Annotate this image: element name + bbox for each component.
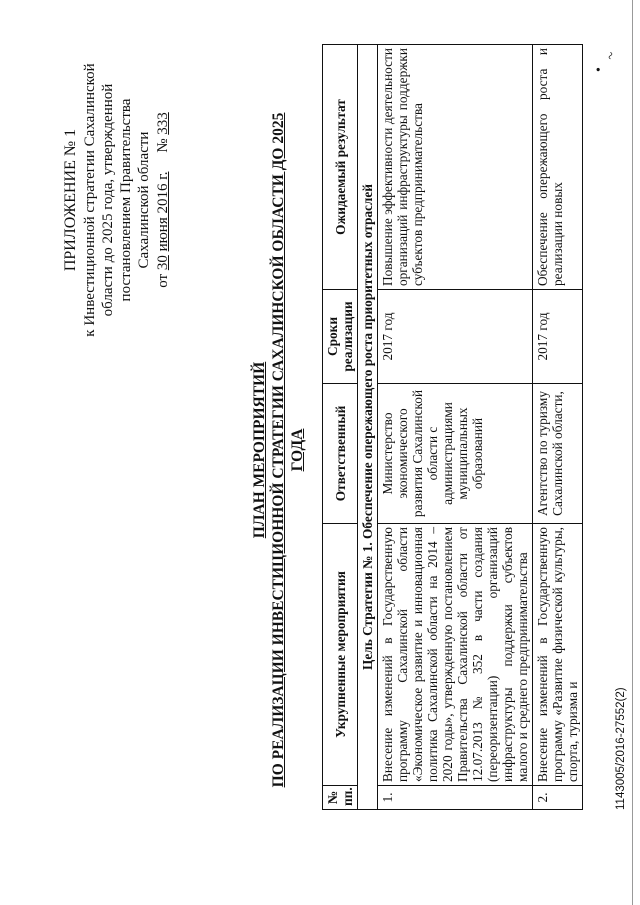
header-num: № пп. bbox=[323, 786, 358, 810]
header-result: Ожидаемый результат bbox=[323, 45, 358, 290]
page-edge-line bbox=[632, 0, 633, 905]
title-line-1: ПЛАН МЕРОПРИЯТИЙ bbox=[251, 361, 268, 539]
table-row bbox=[533, 45, 583, 810]
appendix-title: ПРИЛОЖЕНИЕ № 1 bbox=[62, 128, 79, 272]
cell-responsible: Министерство экономического развития Сахалинской области с администрациями муниципальных образований bbox=[378, 384, 533, 524]
cell-num: 2. bbox=[533, 786, 583, 810]
header-deadline: Сроки реализации bbox=[323, 290, 358, 384]
goal-row bbox=[358, 45, 378, 810]
appendix-line: постановлением Правительства bbox=[118, 98, 134, 302]
cell-responsible: Агентство по туризму Сахалинской области, bbox=[533, 384, 583, 524]
document-title bbox=[250, 90, 307, 810]
document-code: 1143005/2016-27552(2) bbox=[615, 687, 627, 810]
scan-mark: • bbox=[592, 67, 607, 72]
plan-table bbox=[322, 44, 583, 810]
appendix-line: области до 2025 года, утвержденной bbox=[100, 83, 116, 317]
appendix-block bbox=[62, 35, 172, 365]
appendix-line: к Инвестиционной стратегии Сахалинской bbox=[82, 63, 98, 337]
cell-result: Обеспечение опережающего роста и реализации новых bbox=[533, 45, 583, 290]
date-prefix: от bbox=[155, 273, 171, 288]
appendix-date-line bbox=[154, 35, 172, 365]
number-label: № bbox=[155, 138, 171, 153]
cell-num: 1. bbox=[378, 786, 533, 810]
date-day: 30 bbox=[155, 255, 171, 271]
header-activity: Укрупненные мероприятия bbox=[323, 524, 358, 786]
table-header-row bbox=[323, 45, 358, 810]
appendix-line: Сахалинской области bbox=[136, 131, 152, 269]
table-row bbox=[378, 45, 533, 810]
date-month-year: июня 2016 г. bbox=[155, 171, 171, 252]
cell-result: Повышение эффективности деятельности организаций инфраструктуры поддержки субъектов предпринимательства bbox=[378, 45, 533, 290]
title-line-2: ПО РЕАЛИЗАЦИИ ИНВЕСТИЦИОННОЙ СТРАТЕГИИ САХАЛИНСКОЙ ОБЛАСТИ ДО 2025 ГОДА bbox=[270, 112, 306, 788]
cell-activity: Внесение изменений в Государственную программу Сахалинской области «Экономическое развитие и инновационная политика Сахалинской области на 2014 – 2020 годы», утвержденную постановлением Правительства Сахалинской области от 12.07.2013 № 352 в части создания (переоризентации) организаций инфраструктуры поддержки субъектов малого и среднего предпринимательства bbox=[378, 524, 533, 786]
decree-number: 333 bbox=[155, 112, 171, 135]
cell-deadline: 2017 год bbox=[378, 290, 533, 384]
goal-cell: Цель Стратегии № 1. Обеспечение опережающего роста приоритетных отраслей bbox=[358, 45, 378, 810]
header-responsible: Ответственный bbox=[323, 384, 358, 524]
cell-deadline: 2017 год bbox=[533, 290, 583, 384]
scan-mark: ~ bbox=[603, 49, 620, 63]
cell-activity: Внесение изменений в Государственную программу «Развитие физической культуры, спорта, туризма и bbox=[533, 524, 583, 786]
